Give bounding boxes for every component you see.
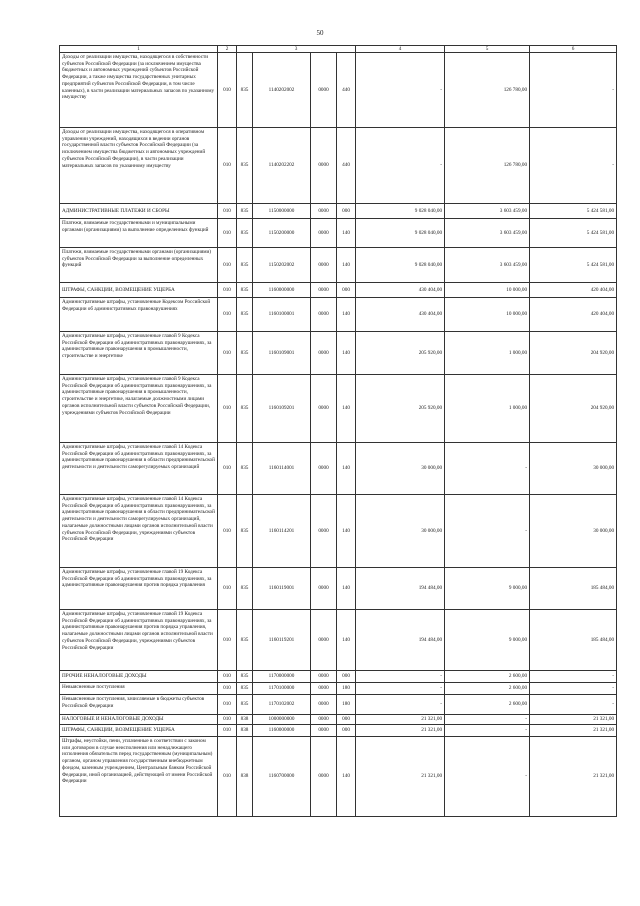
- row-code-line: 010: [218, 568, 237, 610]
- row-code-line: 010: [218, 332, 237, 375]
- table-row: [60, 219, 617, 248]
- row-budget-class-code: 1160700000: [253, 737, 311, 817]
- row-program-code: 0000: [311, 568, 337, 610]
- row-econ-code: 140: [337, 610, 356, 671]
- row-program-code: 0000: [311, 671, 337, 683]
- row-admin-code: 835: [237, 219, 253, 248]
- row-budget-class-code: 1150202002: [253, 248, 311, 283]
- table-row: [60, 332, 617, 375]
- row-approved-amount: 21 321,00: [356, 715, 445, 725]
- row-unexecuted-amount: 21 321,00: [530, 725, 617, 737]
- table-row: [60, 298, 617, 332]
- row-approved-amount: -: [356, 671, 445, 683]
- row-budget-class-code: 1160100001: [253, 298, 311, 332]
- row-program-code: 0000: [311, 737, 337, 817]
- table-section-row: [60, 715, 617, 725]
- row-code-line: 010: [218, 737, 237, 817]
- row-unexecuted-amount: -: [530, 695, 617, 715]
- row-budget-class-code: 1170000000: [253, 671, 311, 683]
- row-executed-amount: 1 000,00: [445, 332, 530, 375]
- row-econ-code: 140: [337, 298, 356, 332]
- row-executed-amount: -: [445, 443, 530, 495]
- row-executed-amount: 9 000,00: [445, 568, 530, 610]
- row-approved-amount: 205 920,00: [356, 375, 445, 443]
- row-executed-amount: 10 000,00: [445, 283, 530, 298]
- row-approved-amount: 30 000,00: [356, 495, 445, 568]
- row-econ-code: 000: [337, 671, 356, 683]
- row-executed-amount: 9 000,00: [445, 610, 530, 671]
- table-row: [60, 495, 617, 568]
- row-executed-amount: 3 603 459,00: [445, 248, 530, 283]
- row-admin-code: 835: [237, 128, 253, 204]
- row-approved-amount: 21 321,00: [356, 725, 445, 737]
- row-budget-class-code: 1170102002: [253, 695, 311, 715]
- column-number: 5: [445, 46, 530, 53]
- row-unexecuted-amount: 5 424 581,00: [530, 248, 617, 283]
- row-econ-code: 140: [337, 443, 356, 495]
- row-program-code: 0000: [311, 683, 337, 695]
- row-description: Невыясненные поступления, зачисляемые в бюджеты субъектов Российской Федерации: [60, 695, 218, 715]
- row-budget-class-code: 1160114201: [253, 495, 311, 568]
- row-budget-class-code: 1160000000: [253, 283, 311, 298]
- column-number: 4: [356, 46, 445, 53]
- row-econ-code: 440: [337, 128, 356, 204]
- row-budget-class-code: 1160000000: [253, 725, 311, 737]
- row-econ-code: 000: [337, 283, 356, 298]
- row-admin-code: 835: [237, 283, 253, 298]
- row-approved-amount: 205 920,00: [356, 332, 445, 375]
- row-approved-amount: 9 028 040,00: [356, 248, 445, 283]
- row-executed-amount: 2 600,00: [445, 683, 530, 695]
- row-econ-code: 140: [337, 495, 356, 568]
- row-admin-code: 835: [237, 53, 253, 128]
- row-executed-amount: 1 000,00: [445, 375, 530, 443]
- row-budget-class-code: 1170100000: [253, 683, 311, 695]
- row-approved-amount: -: [356, 53, 445, 128]
- row-code-line: 010: [218, 715, 237, 725]
- row-unexecuted-amount: -: [530, 671, 617, 683]
- table-row: [60, 683, 617, 695]
- row-executed-amount: 126 780,00: [445, 128, 530, 204]
- row-approved-amount: -: [356, 695, 445, 715]
- column-number: 3: [237, 46, 356, 53]
- row-code-line: 010: [218, 248, 237, 283]
- row-program-code: 0000: [311, 219, 337, 248]
- row-admin-code: 835: [237, 298, 253, 332]
- row-code-line: 010: [218, 671, 237, 683]
- row-approved-amount: 194 484,00: [356, 610, 445, 671]
- row-admin-code: 835: [237, 375, 253, 443]
- page-number: 50: [316, 29, 324, 37]
- table-row: [60, 128, 617, 204]
- table-row: [60, 568, 617, 610]
- row-unexecuted-amount: 21 321,00: [530, 715, 617, 725]
- row-econ-code: 140: [337, 219, 356, 248]
- row-admin-code: 835: [237, 332, 253, 375]
- row-budget-class-code: 1160119201: [253, 610, 311, 671]
- row-admin-code: 835: [237, 443, 253, 495]
- row-code-line: 010: [218, 219, 237, 248]
- row-code-line: 010: [218, 610, 237, 671]
- row-program-code: 0000: [311, 248, 337, 283]
- row-admin-code: 835: [237, 610, 253, 671]
- row-approved-amount: 30 000,00: [356, 443, 445, 495]
- row-program-code: 0000: [311, 715, 337, 725]
- row-approved-amount: 9 028 040,00: [356, 219, 445, 248]
- row-unexecuted-amount: 5 424 581,00: [530, 219, 617, 248]
- row-econ-code: 000: [337, 204, 356, 219]
- row-budget-class-code: 1160114001: [253, 443, 311, 495]
- row-code-line: 010: [218, 725, 237, 737]
- row-description: Штрафы, неустойки, пени, уплаченные в соответствии с законом или договором в случае неисполнения или ненадлежащего исполнения обязательств перед государственным (муниципальным) органом, органом управления государственным внебюджетным фондом, казенным учреждением, Центральным банком Российской Федерации, иной организацией, действующей от имени Российской Федерации: [60, 737, 218, 817]
- row-program-code: 0000: [311, 610, 337, 671]
- row-code-line: 010: [218, 128, 237, 204]
- row-description: Доходы от реализации имущества, находящегося в собственности субъектов Российской Федерации (за исключением имущества бюджетных и автономных учреждений субъектов Российской Федерации, а также имущества государственных унитарных предприятий субъектов Российской Федерации, в том числе казенных), в части реализации материальных запасов по указанному имуществу: [60, 53, 218, 128]
- row-description: Административные штрафы, установленные главой 14 Кодекса Российской Федерации об административных правонарушениях, за административные правонарушения в области предпринимательской деятельности и деятельности саморегулируемых организаций: [60, 443, 218, 495]
- row-code-line: 010: [218, 443, 237, 495]
- row-econ-code: 140: [337, 375, 356, 443]
- row-executed-amount: -: [445, 715, 530, 725]
- row-admin-code: 835: [237, 695, 253, 715]
- row-budget-class-code: 1150000000: [253, 204, 311, 219]
- row-admin-code: 835: [237, 671, 253, 683]
- row-econ-code: 140: [337, 248, 356, 283]
- row-description: АДМИНИСТРАТИВНЫЕ ПЛАТЕЖИ И СБОРЫ: [60, 204, 218, 219]
- row-code-line: 010: [218, 53, 237, 128]
- row-program-code: 0000: [311, 128, 337, 204]
- row-program-code: 0000: [311, 443, 337, 495]
- row-description: Платежи, взимаемые государственными органами (организациями) субъектов Российской Федерации за выполнение определенных функций: [60, 248, 218, 283]
- column-number: 1: [60, 46, 218, 53]
- row-approved-amount: -: [356, 128, 445, 204]
- row-executed-amount: 3 603 459,00: [445, 204, 530, 219]
- row-unexecuted-amount: 420 404,00: [530, 283, 617, 298]
- row-admin-code: 835: [237, 495, 253, 568]
- table-row: [60, 443, 617, 495]
- row-econ-code: 180: [337, 695, 356, 715]
- column-number-row: [60, 46, 617, 53]
- row-description: Административные штрафы, установленные главой 19 Кодекса Российской Федерации об административных правонарушениях, за административные правонарушения против порядка управления, налагаемые должностными лицами органов исполнительной власти субъектов Российской Федерации, учреждениями субъектов Российской Федерации: [60, 610, 218, 671]
- row-description: Платежи, взимаемые государственными и муниципальными органами (организациями) за выполнение определенных функций: [60, 219, 218, 248]
- row-executed-amount: -: [445, 737, 530, 817]
- row-budget-class-code: 1000000000: [253, 715, 311, 725]
- row-description: Невыясненные поступления: [60, 683, 218, 695]
- row-budget-class-code: 1160109201: [253, 375, 311, 443]
- row-code-line: 010: [218, 683, 237, 695]
- row-budget-class-code: 1140202002: [253, 53, 311, 128]
- row-executed-amount: 126 780,00: [445, 53, 530, 128]
- table-row: [60, 695, 617, 715]
- row-unexecuted-amount: -: [530, 53, 617, 128]
- row-econ-code: 000: [337, 715, 356, 725]
- row-unexecuted-amount: 204 920,00: [530, 375, 617, 443]
- row-admin-code: 838: [237, 725, 253, 737]
- row-unexecuted-amount: 420 404,00: [530, 298, 617, 332]
- row-code-line: 010: [218, 283, 237, 298]
- row-admin-code: 835: [237, 248, 253, 283]
- row-code-line: 010: [218, 375, 237, 443]
- row-description: НАЛОГОВЫЕ И НЕНАЛОГОВЫЕ ДОХОДЫ: [60, 715, 218, 725]
- table-row: [60, 375, 617, 443]
- row-econ-code: 140: [337, 568, 356, 610]
- row-code-line: 010: [218, 204, 237, 219]
- row-unexecuted-amount: 21 321,00: [530, 737, 617, 817]
- row-description: ПРОЧИЕ НЕНАЛОГОВЫЕ ДОХОДЫ: [60, 671, 218, 683]
- row-description: ШТРАФЫ, САНКЦИИ, ВОЗМЕЩЕНИЕ УЩЕРБА: [60, 725, 218, 737]
- row-unexecuted-amount: 5 424 581,00: [530, 204, 617, 219]
- row-budget-class-code: 1150200000: [253, 219, 311, 248]
- table-section-row: [60, 204, 617, 219]
- row-budget-class-code: 1140202202: [253, 128, 311, 204]
- row-approved-amount: -: [356, 683, 445, 695]
- row-executed-amount: 3 603 459,00: [445, 219, 530, 248]
- table-section-row: [60, 725, 617, 737]
- row-admin-code: 835: [237, 204, 253, 219]
- column-number: 6: [530, 46, 617, 53]
- row-program-code: 0000: [311, 495, 337, 568]
- table-section-row: [60, 671, 617, 683]
- row-description: Административные штрафы, установленные главой 14 Кодекса Российской Федерации об административных правонарушениях, за административные правонарушения в области предпринимательской деятельности и деятельности саморегулируемых организаций, налагаемые должностными лицами органов исполнительной власти субъектов Российской Федерации, учреждениями субъектов Российской Федерации: [60, 495, 218, 568]
- row-unexecuted-amount: 204 920,00: [530, 332, 617, 375]
- row-program-code: 0000: [311, 298, 337, 332]
- row-executed-amount: -: [445, 725, 530, 737]
- row-econ-code: 140: [337, 737, 356, 817]
- row-description: Административные штрафы, установленные главой 19 Кодекса Российской Федерации об административных правонарушениях, за административные правонарушения против порядка управления: [60, 568, 218, 610]
- row-econ-code: 000: [337, 725, 356, 737]
- table-row: [60, 737, 617, 817]
- row-budget-class-code: 1160119001: [253, 568, 311, 610]
- row-code-line: 010: [218, 495, 237, 568]
- row-executed-amount: -: [445, 495, 530, 568]
- row-description: ШТРАФЫ, САНКЦИИ, ВОЗМЕЩЕНИЕ УЩЕРБА: [60, 283, 218, 298]
- row-code-line: 010: [218, 695, 237, 715]
- row-admin-code: 835: [237, 683, 253, 695]
- row-program-code: 0000: [311, 332, 337, 375]
- row-unexecuted-amount: -: [530, 128, 617, 204]
- row-unexecuted-amount: 30 000,00: [530, 495, 617, 568]
- row-program-code: 0000: [311, 53, 337, 128]
- row-econ-code: 440: [337, 53, 356, 128]
- row-admin-code: 838: [237, 715, 253, 725]
- row-executed-amount: 10 000,00: [445, 298, 530, 332]
- row-approved-amount: 21 321,00: [356, 737, 445, 817]
- row-unexecuted-amount: 185 484,00: [530, 610, 617, 671]
- table-row: [60, 248, 617, 283]
- budget-revenue-table: [59, 45, 617, 817]
- row-approved-amount: 9 028 040,00: [356, 204, 445, 219]
- column-number: 2: [218, 46, 237, 53]
- row-program-code: 0000: [311, 725, 337, 737]
- row-admin-code: 835: [237, 568, 253, 610]
- row-program-code: 0000: [311, 695, 337, 715]
- row-program-code: 0000: [311, 375, 337, 443]
- row-executed-amount: 2 600,00: [445, 671, 530, 683]
- row-code-line: 010: [218, 298, 237, 332]
- row-description: Административные штрафы, установленные главой 9 Кодекса Российской Федерации об административных правонарушениях, за административные правонарушения в промышленности, строительстве и энергетике: [60, 332, 218, 375]
- row-econ-code: 180: [337, 683, 356, 695]
- row-approved-amount: 430 404,00: [356, 298, 445, 332]
- row-program-code: 0000: [311, 204, 337, 219]
- row-econ-code: 140: [337, 332, 356, 375]
- row-executed-amount: 2 600,00: [445, 695, 530, 715]
- row-unexecuted-amount: -: [530, 683, 617, 695]
- table-row: [60, 610, 617, 671]
- row-budget-class-code: 1160109001: [253, 332, 311, 375]
- row-approved-amount: 194 484,00: [356, 568, 445, 610]
- table-section-row: [60, 283, 617, 298]
- table-row: [60, 53, 617, 128]
- row-program-code: 0000: [311, 283, 337, 298]
- row-unexecuted-amount: 185 484,00: [530, 568, 617, 610]
- row-approved-amount: 430 404,00: [356, 283, 445, 298]
- row-description: Доходы от реализации имущества, находящегося в оперативном управлении учреждений, находящихся в ведении органов государственной власти субъектов Российской Федерации (за исключением имущества бюджетных и автономных учреждений субъектов Российской Федерации), в части реализации материальных запасов по указанному имуществу: [60, 128, 218, 204]
- row-description: Административные штрафы, установленные Кодексом Российской Федерации об административных правонарушениях: [60, 298, 218, 332]
- row-unexecuted-amount: 30 000,00: [530, 443, 617, 495]
- row-description: Административные штрафы, установленные главой 9 Кодекса Российской Федерации об административных правонарушениях, за административные правонарушения в промышленности, строительстве и энергетике, налагаемые должностными лицами органов исполнительной власти субъектов Российской Федерации, учреждениями субъектов Российской Федерации: [60, 375, 218, 443]
- row-admin-code: 838: [237, 737, 253, 817]
